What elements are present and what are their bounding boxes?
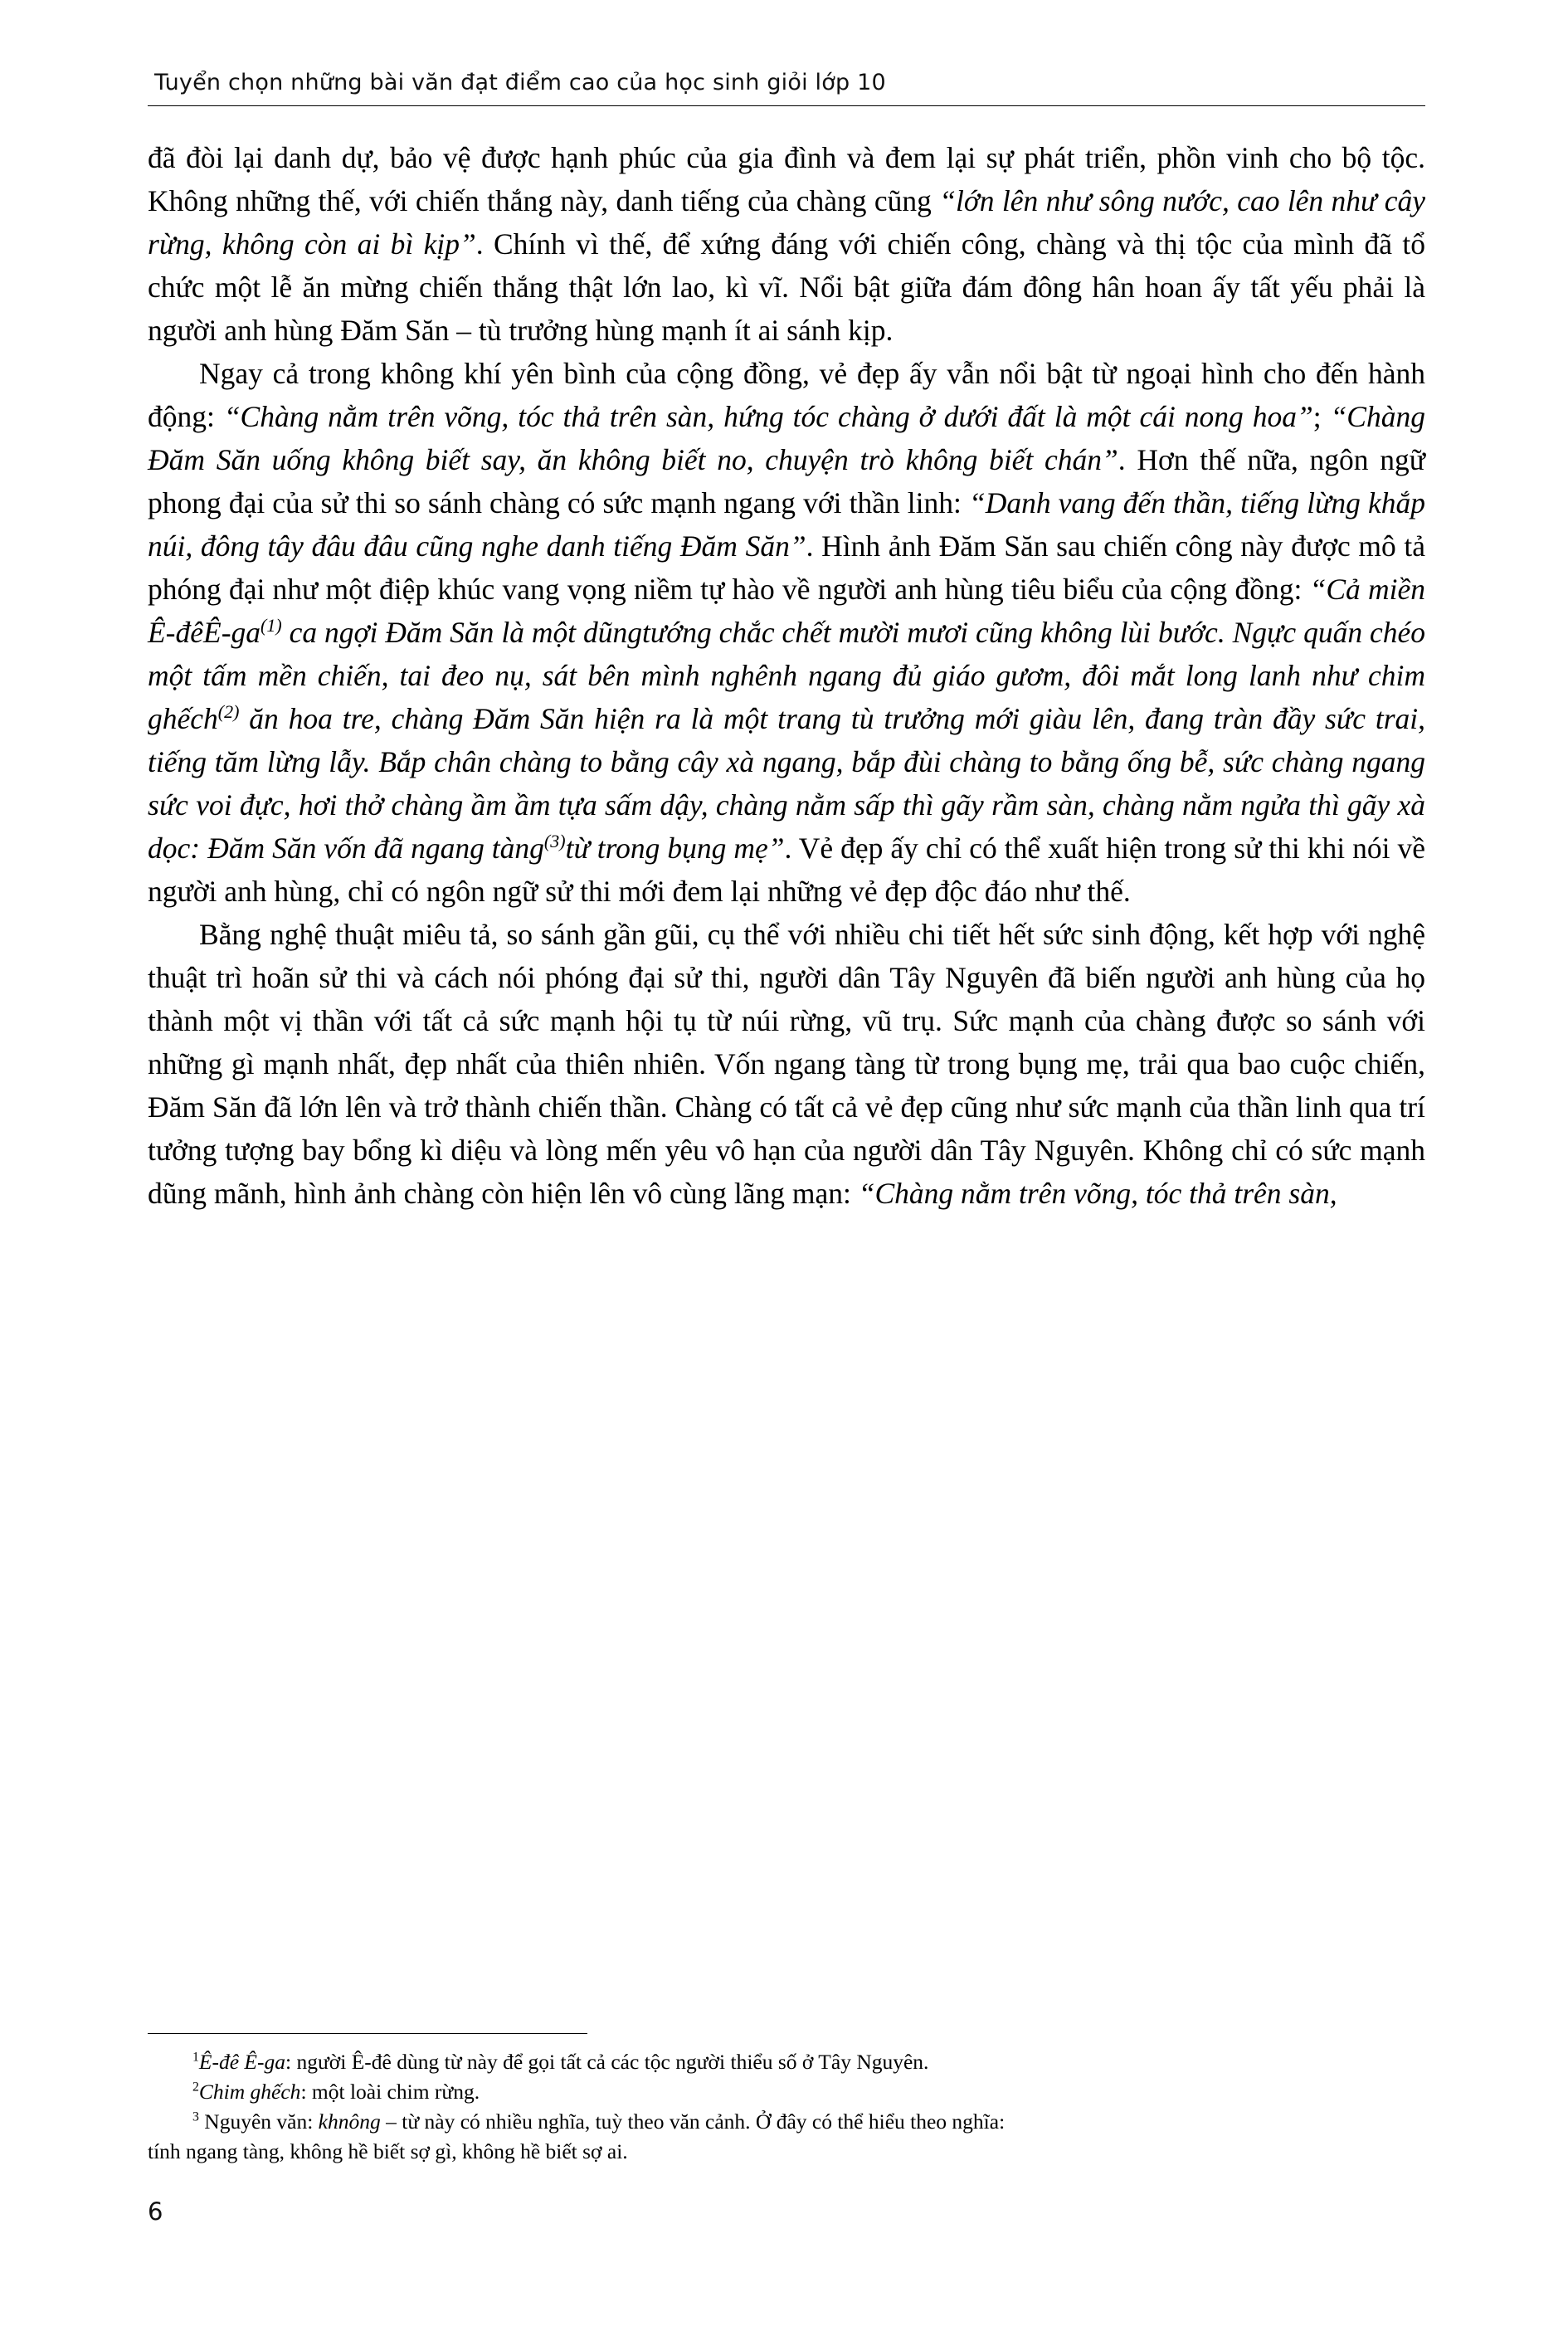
header-divider [148, 105, 1425, 106]
footnote-1-text: : người Ê-đê dùng từ này để gọi tất cả các tộc người thiểu số ở Tây Nguyên. [285, 2050, 929, 2074]
para2-quote-4b: ca ngợi Đăm Săn là một dũngtướng chắc chết mười mươi cũng không lùi bước. Ngực quấn chéo một tấm mền chiến, tai đeo nụ, sát bên mình nghênh ngang đủ giáo gươm, đôi mắt long lanh như chim ghếch [148, 616, 1425, 735]
paragraph-2 [148, 352, 1425, 913]
para2-text-d: . Hình ảnh Đăm Săn sau chiến công này được mô tả phóng đại như một điệp khúc vang vọng niềm tự hào về người anh hùng tiêu biểu của cộng đồng: [148, 529, 1425, 606]
footnotes-section [148, 2048, 1425, 2168]
footnote-2-term: Chim ghếch [198, 2080, 301, 2104]
footnote-1-term: Ê-đê Ê-ga [198, 2050, 285, 2074]
footnote-3-term: khnông [318, 2109, 381, 2134]
running-header: Tuyển chọn những bài văn đạt điểm cao của học sinh giỏi lớp 10 [154, 70, 886, 95]
para2-text-c: . Hơn thế nữa, ngôn ngữ phong đại của sử thi so sánh chàng có sức mạnh ngang với thần linh: [148, 443, 1425, 519]
footnote-2-text: : một loài chim rừng. [300, 2080, 480, 2104]
footnote-ref-1: (1) [261, 615, 282, 636]
footnote-1-marker: 1 [192, 2050, 199, 2065]
footnote-3-text: – từ này có nhiều nghĩa, tuỳ theo văn cảnh. Ở đây có thể hiểu theo nghĩa: [380, 2109, 1006, 2134]
para2-quote-3: “Danh vang đến thần, tiếng lừng khắp núi, đông tây đâu đâu cũng nghe danh tiếng Đăm Săn” [148, 486, 1425, 563]
footnote-1 [148, 2048, 1425, 2076]
footnote-3-pre: Nguyên văn: [198, 2109, 319, 2134]
footnote-3-continued: tính ngang tàng, không hề biết sợ gì, không hề biết sợ ai. [148, 2139, 628, 2164]
para2-quote-4d: từ trong bụng mẹ” [565, 832, 785, 865]
footnote-ref-3: (3) [543, 831, 566, 852]
para3-text-a: Bằng nghệ thuật miêu tả, so sánh gần gũi, cụ thể với nhiều chi tiết hết sức sinh động, kết hợp với nghệ thuật trì hoãn sử thi và cách nói phóng đại sử thi, người dân Tây Nguyên đã biến người anh hùng của họ thành một vị thần với tất cả sức mạnh hội tụ từ núi rừng, vũ trụ. Sức mạnh của chàng được so sánh với những gì mạnh nhất, đẹp nhất của thiên nhiên. Vốn ngang tàng từ trong bụng mẹ, trải qua bao cuộc chiến, Đăm Săn đã lớn lên và trở thành chiến thần. Chàng có tất cả vẻ đẹp cũng như sức mạnh của thần linh qua trí tưởng tượng bay bổng kì diệu và lòng mến yêu vô hạn của người dân Tây Nguyên. Không chỉ có sức mạnh dũng mãnh, hình ảnh chàng còn hiện lên vô cùng lãng mạn: [148, 918, 1425, 1210]
para2-quote-2: “Chàng Đăm Săn uống không biết say, ăn không biết no, chuyện trò không biết chán” [148, 400, 1425, 476]
page-number: 6 [148, 2197, 163, 2226]
page-content [148, 70, 1425, 1215]
footnote-divider [148, 2033, 587, 2034]
para2-text-b: ; [1312, 400, 1331, 433]
para1-quote-1: “lớn lên như sông nước, cao lên như cây rừng, không còn ai bì kịp” [148, 184, 1425, 261]
para2-quote-4c: ăn hoa tre, chàng Đăm Săn hiện ra là một trang tù trưởng mới giàu lên, đang tràn đầy sức trai, tiếng tăm lừng lẫy. Bắp chân chàng to bằng cây xà ngang, bắp đùi chàng to bằng ống bễ, sức chàng ngang sức voi đực, hơi thở chàng ầm ầm tựa sấm dậy, chàng nằm sấp thì gãy rầm sàn, chàng nằm ngửa thì gãy xà dọc: Đăm Săn vốn đã ngang tàng [148, 702, 1425, 865]
para2-text-a: Ngay cả trong không khí yên bình của cộng đồng, vẻ đẹp ấy vẫn nổi bật từ ngoại hình cho đến hành động: [148, 357, 1425, 433]
footnote-2 [148, 2078, 1425, 2106]
paragraph-1 [148, 136, 1425, 352]
para1-text-b: . Chính vì thế, để xứng đáng với chiến công, chàng và thị tộc của mình đã tổ chức một lễ ăn mừng chiến thắng thật lớn lao, kì vĩ. Nổi bật giữa đám đông hân hoan ấy tất yếu phải là người anh hùng Đăm Săn – tù trưởng hùng mạnh ít ai sánh kịp. [148, 227, 1425, 347]
para2-quote-4a: “Cả miền Ê-đêÊ-ga [148, 573, 1425, 649]
para1-text-a: đã đòi lại danh dự, bảo vệ được hạnh phúc của gia đình và đem lại sự phát triển, phồn vinh cho bộ tộc. Không những thế, với chiến thắng này, danh tiếng của chàng cũng [148, 141, 1425, 217]
para2-quote-1: “Chàng nằm trên võng, tóc thả trên sàn, hứng tóc chàng ở dưới đất là một cái nong hoa” [223, 400, 1313, 433]
footnote-3 [148, 2108, 1425, 2136]
footnote-ref-2: (2) [217, 701, 240, 723]
body-text [148, 136, 1425, 1215]
para2-text-e: . Vẻ đẹp ấy chỉ có thể xuất hiện trong sử thi khi nói về người anh hùng, chỉ có ngôn ngữ sử thi mới đem lại những vẻ đẹp độc đáo như thế. [148, 832, 1425, 908]
footnote-2-marker: 2 [192, 2080, 199, 2095]
paragraph-3 [148, 913, 1425, 1215]
para3-quote-1: “Chàng nằm trên võng, tóc thả trên sàn, [858, 1177, 1337, 1210]
footnote-3-marker: 3 [192, 2109, 199, 2124]
